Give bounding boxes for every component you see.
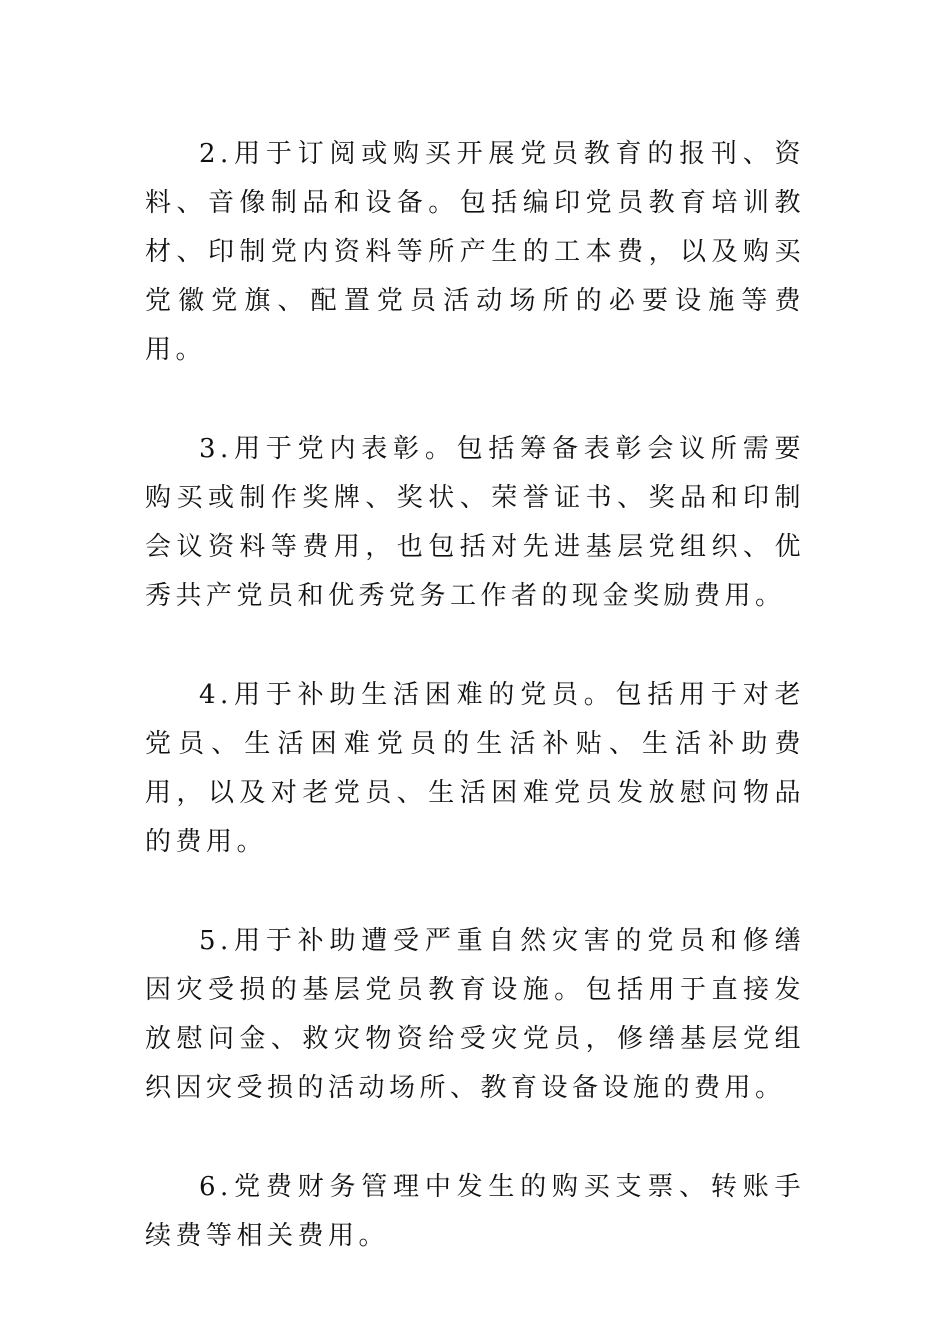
paragraph-item-5: 5.用于补助遭受严重自然灾害的党员和修缮因灾受损的基层党员教育设施。包括用于直接发放慰问金、救灾物资给受灾党员，修缮基层党组织因灾受损的活动场所、教育设备设施的费用。 [145, 926, 805, 1103]
document-body [145, 130, 805, 1311]
paragraph-item-4: 4.用于补助生活困难的党员。包括用于对老党员、生活困难党员的生活补贴、生活补助费用，以及对老党员、生活困难党员发放慰问物品的费用。 [145, 680, 805, 857]
paragraph-item-6: 6.党费财务管理中发生的购买支票、转账手续费等相关费用。 [145, 1172, 805, 1251]
paragraph-item-3: 3.用于党内表彰。包括筹备表彰会议所需要购买或制作奖牌、奖状、荣誉证书、奖品和印制会议资料等费用，也包括对先进基层党组织、优秀共产党员和优秀党务工作者的现金奖励费用。 [145, 434, 805, 611]
paragraph-item-2: 2.用于订阅或购买开展党员教育的报刊、资料、音像制品和设备。包括编印党员教育培训教材、印制党内资料等所产生的工本费，以及购买党徽党旗、配置党员活动场所的必要设施等费用。 [145, 139, 805, 365]
